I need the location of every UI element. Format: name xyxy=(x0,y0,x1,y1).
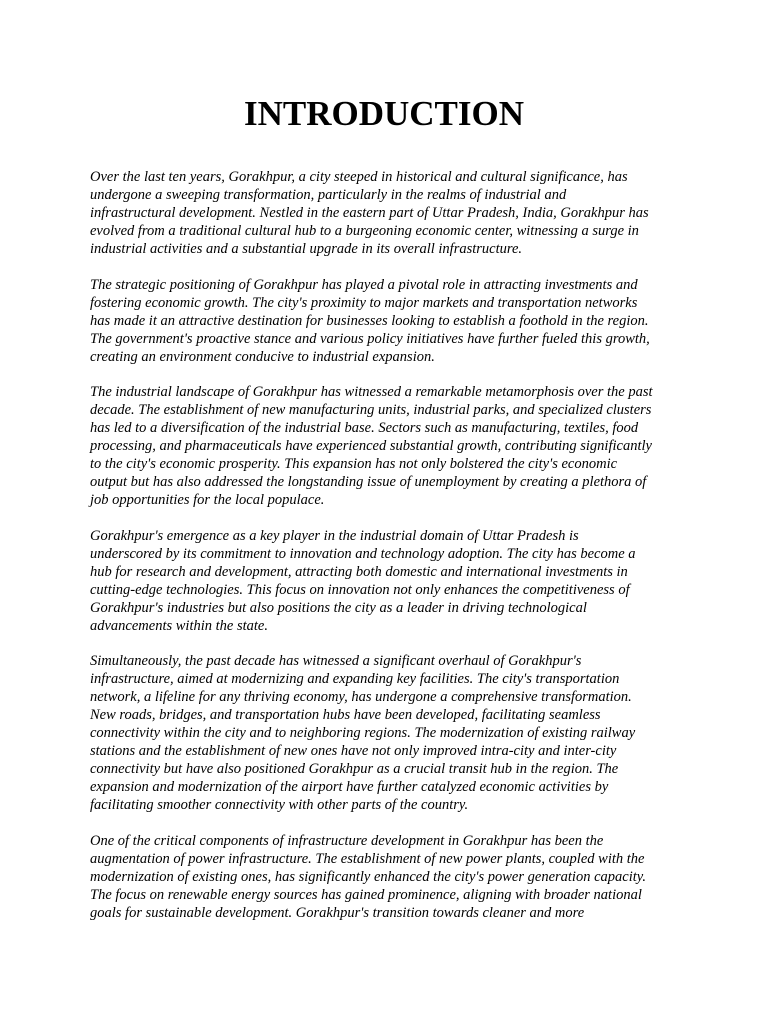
paragraph xyxy=(90,832,690,922)
text-line: has made it an attractive destination for businesses looking to establish a foothold in the region. xyxy=(90,312,649,329)
text-line: The strategic positioning of Gorakhpur has played a pivotal role in attracting investments and xyxy=(90,276,638,293)
text-line: connectivity but have also positioned Gorakhpur as a crucial transit hub in the region. The xyxy=(90,761,619,777)
text-line: infrastructure, aimed at modernizing and expanding key facilities. The city's transportation xyxy=(90,671,620,687)
document-body xyxy=(90,168,690,939)
text-line: stations and the establishment of new ones have not only improved intra-city and inter-city xyxy=(90,743,617,759)
text-line: undergone a sweeping transformation, particularly in the realms of industrial and xyxy=(90,187,567,203)
text-line: has led to a diversification of the industrial base. Sectors such as manufacturing, textiles, food xyxy=(90,420,639,436)
text-line: underscored by its commitment to innovation and technology adoption. The city has become a xyxy=(90,545,636,562)
paragraph xyxy=(90,168,690,258)
paragraph xyxy=(90,276,690,366)
text-line: network, a lifeline for any thriving economy, has undergone a comprehensive transformation. xyxy=(90,689,632,705)
text-line: expansion and modernization of the airport have further catalyzed economic activities by xyxy=(90,779,609,795)
text-line: fostering economic growth. The city's proximity to major markets and transportation networks xyxy=(90,294,638,311)
paragraph xyxy=(90,527,690,635)
text-line: goals for sustainable development. Gorakhpur's transition towards cleaner and more xyxy=(90,904,585,921)
text-line: decade. The establishment of new manufacturing units, industrial parks, and specialized clusters xyxy=(90,402,652,418)
text-line: Simultaneously, the past decade has witnessed a significant overhaul of Gorakhpur's xyxy=(90,653,582,669)
text-line: creating an environment conducive to industrial expansion. xyxy=(90,348,435,365)
text-line: processing, and pharmaceuticals have experienced substantial growth, contributing significantly xyxy=(90,438,652,454)
text-line: industrial activities and a substantial upgrade in its overall infrastructure. xyxy=(90,241,523,257)
text-line: The focus on renewable energy sources has gained prominence, aligning with broader national xyxy=(90,886,642,903)
text-line: cutting-edge technologies. This focus on innovation not only enhances the competitiveness of xyxy=(90,581,630,598)
text-line: output but has also addressed the longstanding issue of unemployment by creating a plethora of xyxy=(90,474,647,490)
text-line: infrastructural development. Nestled in the eastern part of Uttar Pradesh, India, Gorakhpur has xyxy=(90,205,649,221)
text-line: The industrial landscape of Gorakhpur has witnessed a remarkable metamorphosis over the past xyxy=(90,384,653,400)
paragraph xyxy=(90,383,690,509)
text-line: connectivity within the city and to neighboring regions. The modernization of existing railway xyxy=(90,725,636,741)
text-line: Gorakhpur's emergence as a key player in the industrial domain of Uttar Pradesh is xyxy=(90,527,579,544)
text-line: One of the critical components of infrastructure development in Gorakhpur has been the xyxy=(90,832,604,849)
text-line: evolved from a traditional cultural hub to a burgeoning economic center, witnessing a surge in xyxy=(90,223,639,239)
text-line: advancements within the state. xyxy=(90,617,268,634)
page-title: INTRODUCTION xyxy=(243,94,525,133)
text-line: New roads, bridges, and transportation hubs have been developed, facilitating seamless xyxy=(90,707,601,723)
text-line: facilitating smoother connectivity with other parts of the country. xyxy=(90,797,469,813)
paragraph xyxy=(90,652,690,814)
text-line: hub for research and development, attracting both domestic and international investments in xyxy=(90,563,628,580)
text-line: The government's proactive stance and various policy initiatives have further fueled this growth, xyxy=(90,330,650,347)
text-line: augmentation of power infrastructure. The establishment of new power plants, coupled with the xyxy=(90,850,645,867)
text-line: to the city's economic prosperity. This expansion has not only bolstered the city's economic xyxy=(90,456,618,472)
text-line: job opportunities for the local populace. xyxy=(90,492,325,508)
text-line: modernization of existing ones, has significantly enhanced the city's power generation capacity. xyxy=(90,868,647,885)
text-line: Gorakhpur's industries but also positions the city as a leader in driving technological xyxy=(90,599,587,616)
text-line: Over the last ten years, Gorakhpur, a city steeped in historical and cultural significance, has xyxy=(90,169,628,185)
